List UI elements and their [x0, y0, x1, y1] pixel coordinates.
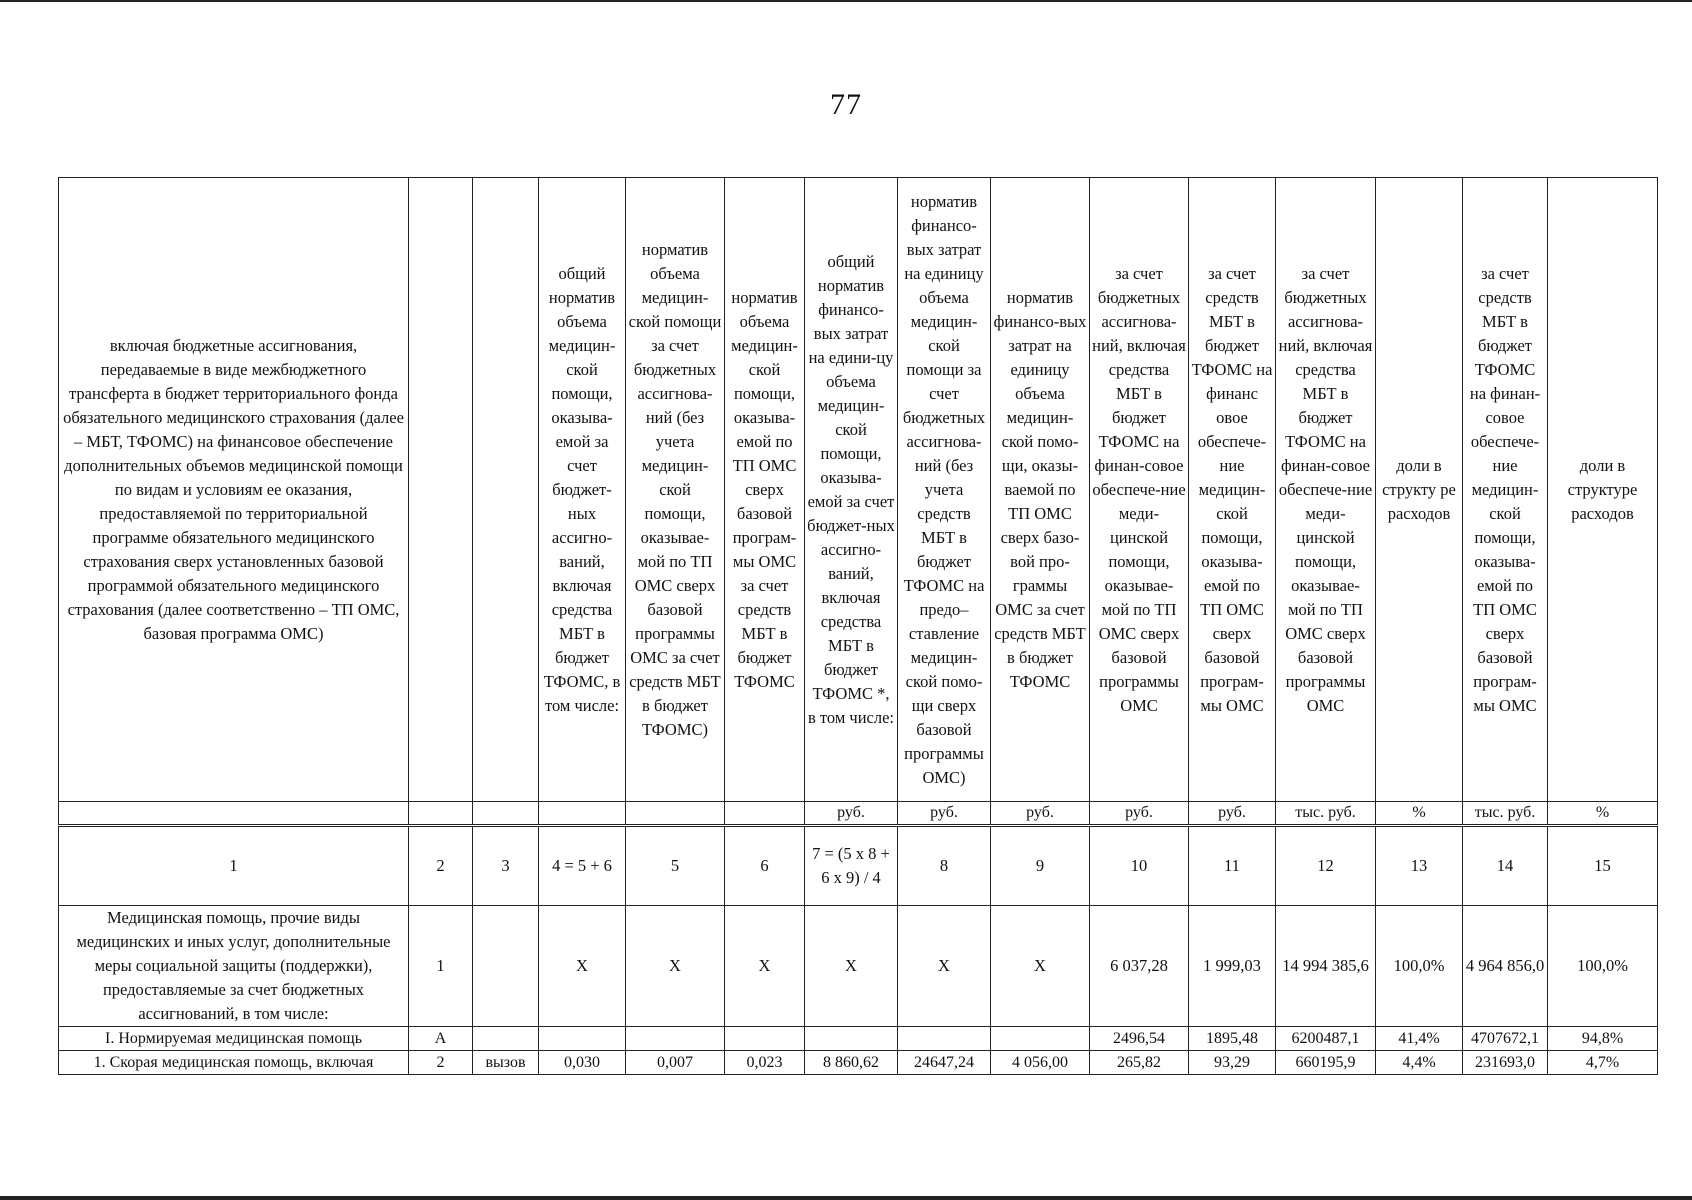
row-a-cell-8	[898, 1027, 991, 1051]
row-total-cell-4: Х	[539, 906, 626, 1027]
row-total-cell-6: Х	[725, 906, 805, 1027]
row-total-name: Медицинская помощь, прочие виды медицинских и иных услуг, дополнительные меры социальной защиты (поддержки), предоставляемые за счет бюджетных ассигнований, в том числе:	[59, 906, 409, 1027]
page-number: 77	[830, 88, 862, 121]
row-1-cell-5: 0,007	[626, 1051, 725, 1075]
header-cell-15: доли в структуре расходов	[1548, 178, 1658, 802]
unit-cell-1	[59, 802, 409, 826]
header-cell-5: норматив объема медицин-ской помощи за счет бюджетных ассигнова-ний (без учета медицин-ской помощи, оказывае-мой по ТП ОМС сверх базовой программы ОМС за счет средств МБТ в бюджет ТФОМС)	[626, 178, 725, 802]
unit-cell-7: руб.	[805, 802, 898, 826]
row-a-cell-13: 41,4%	[1376, 1027, 1463, 1051]
unit-cell-12: тыс. руб.	[1276, 802, 1376, 826]
unit-cell-11: руб.	[1189, 802, 1276, 826]
row-a-name: I. Нормируемая медицинская помощь	[59, 1027, 409, 1051]
column-number-1: 1	[59, 826, 409, 906]
unit-cell-3	[473, 802, 539, 826]
column-number-2: 2	[409, 826, 473, 906]
column-number-3: 3	[473, 826, 539, 906]
row-1-cell-12: 660195,9	[1276, 1051, 1376, 1075]
column-number-7: 7 = (5 х 8 + 6 х 9) / 4	[805, 826, 898, 906]
row-total-cell-15: 100,0%	[1548, 906, 1658, 1027]
row-total-cell-12: 14 994 385,6	[1276, 906, 1376, 1027]
row-total-cell-3	[473, 906, 539, 1027]
row-total-cell-13: 100,0%	[1376, 906, 1463, 1027]
table-row-normed-care	[59, 1027, 1658, 1051]
column-number-14: 14	[1463, 826, 1548, 906]
column-number-10: 10	[1090, 826, 1189, 906]
column-number-8: 8	[898, 826, 991, 906]
column-number-5: 5	[626, 826, 725, 906]
row-1-cell-15: 4,7%	[1548, 1051, 1658, 1075]
top-scan-border	[0, 0, 1692, 2]
header-cell-3	[473, 178, 539, 802]
header-cell-9: норматив финансо-вых затрат на единицу объема медицин-ской помо-щи, оказы-ваемой по ТП ОМС сверх базо-вой про-граммы ОМС за счет средств МБТ в бюджет ТФОМС	[991, 178, 1090, 802]
table-row-total	[59, 906, 1658, 1027]
row-total-cell-8: Х	[898, 906, 991, 1027]
row-a-cell-15: 94,8%	[1548, 1027, 1658, 1051]
row-total-cell-7: Х	[805, 906, 898, 1027]
unit-cell-5	[626, 802, 725, 826]
header-cell-13: доли в структу ре расходов	[1376, 178, 1463, 802]
row-total-cell-2: 1	[409, 906, 473, 1027]
row-a-cell-2: А	[409, 1027, 473, 1051]
row-1-cell-10: 265,82	[1090, 1051, 1189, 1075]
unit-cell-10: руб.	[1090, 802, 1189, 826]
row-1-cell-4: 0,030	[539, 1051, 626, 1075]
column-number-12: 12	[1276, 826, 1376, 906]
units-row	[59, 802, 1658, 826]
row-a-cell-4	[539, 1027, 626, 1051]
row-1-cell-8: 24647,24	[898, 1051, 991, 1075]
row-total-cell-11: 1 999,03	[1189, 906, 1276, 1027]
unit-cell-6	[725, 802, 805, 826]
column-number-9: 9	[991, 826, 1090, 906]
row-1-cell-14: 231693,0	[1463, 1051, 1548, 1075]
row-1-cell-7: 8 860,62	[805, 1051, 898, 1075]
row-1-name: 1. Скорая медицинская помощь, включая	[59, 1051, 409, 1075]
row-a-cell-12: 6200487,1	[1276, 1027, 1376, 1051]
header-cell-2	[409, 178, 473, 802]
header-cell-4: общий норматив объема медицин-ской помощи, оказыва-емой за счет бюджет-ных ассигно-ваний, включая средства МБТ в бюджет ТФОМС, в том числе:	[539, 178, 626, 802]
header-cell-8: норматив финансо-вых затрат на единицу объема медицин-ской помощи за счет бюджетных ассигнова-ний (без учета средств МБТ в бюджет ТФОМС на предо–ставление медицин-ской помо-щи сверх базовой программы ОМС)	[898, 178, 991, 802]
row-a-cell-6	[725, 1027, 805, 1051]
row-1-cell-9: 4 056,00	[991, 1051, 1090, 1075]
header-cell-7: общий норматив финансо-вых затрат на едини-цу объема медицин-ской помощи, оказыва-емой за счет бюджет-ных ассигно-ваний, включая средства МБТ в бюджет ТФОМС *, в том числе:	[805, 178, 898, 802]
row-total-cell-5: Х	[626, 906, 725, 1027]
row-a-cell-14: 4707672,1	[1463, 1027, 1548, 1051]
unit-cell-4	[539, 802, 626, 826]
header-cell-10: за счет бюджетных ассигнова-ний, включая средства МБТ в бюджет ТФОМС на финан-совое обеспече-ние меди-цинской помощи, оказывае-мой по ТП ОМС сверх базовой программы ОМС	[1090, 178, 1189, 802]
unit-cell-9: руб.	[991, 802, 1090, 826]
row-1-cell-3: вызов	[473, 1051, 539, 1075]
header-cell-12: за счет бюджетных ассигнова-ний, включая средства МБТ в бюджет ТФОМС на финан-совое обеспече-ние меди-цинской помощи, оказывае-мой по ТП ОМС сверх базовой программы ОМС	[1276, 178, 1376, 802]
row-total-cell-10: 6 037,28	[1090, 906, 1189, 1027]
unit-cell-2	[409, 802, 473, 826]
header-cell-1: включая бюджетные ассигнования, передаваемые в виде межбюджетного трансферта в бюджет территориального фонда обязательного медицинского страхования (далее – МБТ, ТФОМС) на финансовое обеспечение дополнительных объемов медицинской помощи по видам и условиям ее оказания, предоставляемой по территориальной программе обязательного медицинского страхования сверх установленных базовой программой обязательного медицинского страхования (далее соответственно – ТП ОМС, базовая программа ОМС)	[59, 178, 409, 802]
column-number-15: 15	[1548, 826, 1658, 906]
column-number-4: 4 = 5 + 6	[539, 826, 626, 906]
table-header-row	[59, 178, 1658, 802]
bottom-scan-border	[0, 1196, 1692, 1200]
unit-cell-8: руб.	[898, 802, 991, 826]
row-1-cell-2: 2	[409, 1051, 473, 1075]
row-a-cell-9	[991, 1027, 1090, 1051]
header-cell-11: за счет средств МБТ в бюджет ТФОМС на финанс овое обеспече-ние медицин-ской помощи, оказыва-емой по ТП ОМС сверх базовой програм-мы ОМС	[1189, 178, 1276, 802]
unit-cell-14: тыс. руб.	[1463, 802, 1548, 826]
column-numbers-row	[59, 826, 1658, 906]
column-number-6: 6	[725, 826, 805, 906]
row-total-cell-9: Х	[991, 906, 1090, 1027]
row-1-cell-13: 4,4%	[1376, 1051, 1463, 1075]
table-row-emergency-care	[59, 1051, 1658, 1075]
unit-cell-13: %	[1376, 802, 1463, 826]
financing-table	[58, 177, 1658, 1075]
row-a-cell-7	[805, 1027, 898, 1051]
row-a-cell-11: 1895,48	[1189, 1027, 1276, 1051]
row-a-cell-3	[473, 1027, 539, 1051]
header-cell-6: норматив объема медицин-ской помощи, оказыва-емой по ТП ОМС сверх базовой програм-мы ОМС за счет средств МБТ в бюджет ТФОМС	[725, 178, 805, 802]
row-a-cell-10: 2496,54	[1090, 1027, 1189, 1051]
header-cell-14: за счет средств МБТ в бюджет ТФОМС на финан-совое обеспече-ние медицин-ской помощи, оказыва-емой по ТП ОМС сверх базовой програм-мы ОМС	[1463, 178, 1548, 802]
column-number-11: 11	[1189, 826, 1276, 906]
row-total-cell-14: 4 964 856,0	[1463, 906, 1548, 1027]
unit-cell-15: %	[1548, 802, 1658, 826]
column-number-13: 13	[1376, 826, 1463, 906]
row-1-cell-6: 0,023	[725, 1051, 805, 1075]
row-1-cell-11: 93,29	[1189, 1051, 1276, 1075]
row-a-cell-5	[626, 1027, 725, 1051]
